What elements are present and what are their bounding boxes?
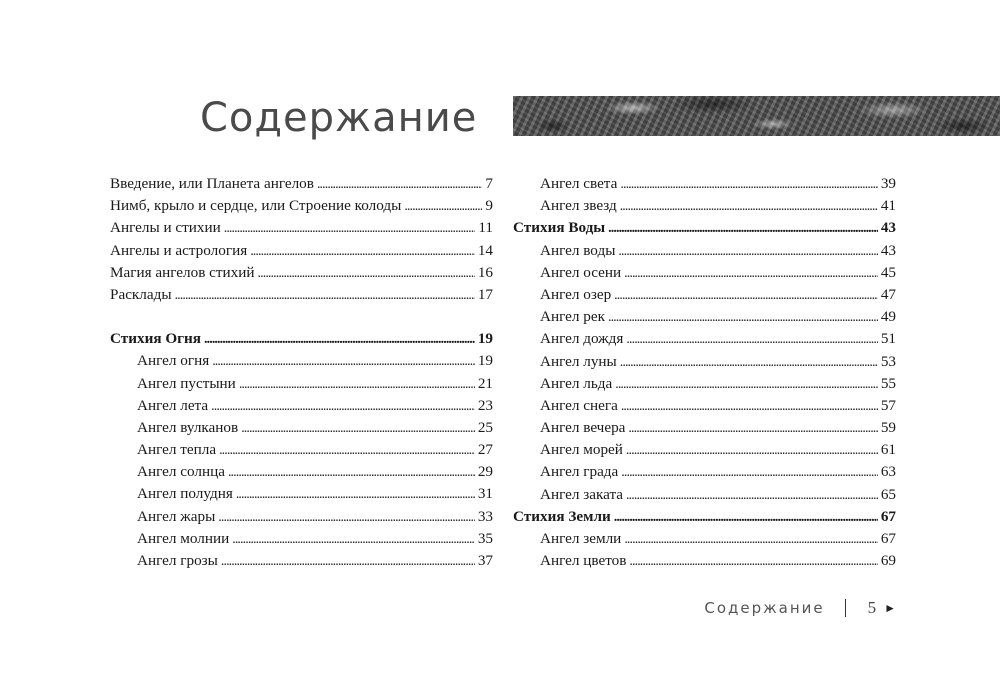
toc-entry[interactable] [110,439,493,461]
page-title: Содержание [200,95,478,141]
toc-entry[interactable] [110,173,493,195]
toc-entry-page: 27 [477,441,493,459]
dot-leader [615,373,878,396]
toc-entry-label: Ангел дождя [540,330,624,348]
dot-leader [626,484,878,507]
dot-leader [241,417,475,440]
toc-entry-label: Ангел осени [540,263,622,281]
toc-entry-page: 31 [477,485,493,503]
toc-entry-page: 39 [880,175,896,192]
toc-entry-label: Нимб, крыло и сердце, или Строение колоды [110,197,402,215]
toc-entry[interactable] [110,528,493,550]
toc-entry-page: 21 [477,374,493,392]
dot-leader [250,240,475,263]
toc-entry-label: Ангел звезд [540,197,617,215]
toc-entry-page: 43 [880,241,896,259]
page-footer [600,596,896,620]
toc-entry-label: Ангел земли [540,530,622,547]
toc-entry-label: Ангел грозы [137,552,218,569]
toc-entry[interactable] [110,483,493,505]
dot-leader [232,528,475,551]
toc-entry[interactable] [110,262,493,284]
dot-leader [629,550,877,573]
toc-entry-page: 55 [880,374,896,392]
toc-entry[interactable] [513,395,896,417]
toc-entry[interactable] [513,284,896,306]
toc-entry-page: 7 [485,175,493,192]
toc-entry-page: 59 [880,419,896,437]
dot-leader [228,461,475,484]
toc-entry-page: 33 [477,507,493,525]
toc-section-heading[interactable] [513,217,896,239]
toc-entry-label: Магия ангелов стихий [110,263,255,281]
toc-entry-label: Стихия Воды [513,219,606,237]
toc-entry-page: 45 [880,263,896,281]
toc-entry[interactable] [513,528,896,550]
toc-left-column [110,173,493,572]
toc-entry-page: 57 [880,396,896,414]
toc-section-heading[interactable] [513,506,896,528]
toc-entry-page: 16 [477,263,493,281]
dot-leader [211,395,475,418]
page-number: 5 [867,598,877,617]
toc-entry[interactable] [513,417,896,439]
toc-entry-label: Ангел полудня [137,485,233,503]
dot-leader [175,284,475,307]
toc-entry-page: 9 [485,197,493,215]
toc-entry[interactable] [513,240,896,262]
toc-entry-page: 19 [477,352,493,370]
dot-leader [620,173,877,196]
toc-entry-page: 14 [477,241,493,259]
toc-entry-label: Ангел заката [540,485,624,503]
toc-entry-label: Расклады [110,285,172,303]
toc-entry-page: 47 [880,285,896,303]
toc-entry-label: Ангелы и астрология [110,241,248,259]
toc-entry[interactable] [110,461,493,483]
toc-entry[interactable] [513,306,896,328]
dot-leader [239,373,475,396]
toc-entry-label: Ангел пустыни [137,374,236,392]
dot-leader [620,351,878,374]
toc-entry-page: 43 [880,219,896,237]
toc-entry-label: Ангел света [540,175,618,192]
toc-section-heading[interactable] [110,328,493,350]
dot-leader [212,350,475,373]
toc-entry-label: Ангел солнца [137,463,225,481]
toc-entry-label: Ангел огня [137,352,210,370]
toc-entry-label: Введение, или Планета ангелов [110,175,314,192]
toc-entry-label: Ангел вулканов [137,418,239,436]
dot-leader [626,439,878,462]
toc-entry[interactable] [513,351,896,373]
toc-entry[interactable] [110,373,493,395]
toc-entry[interactable] [110,195,493,217]
toc-entry[interactable] [110,284,493,306]
toc-entry-label: Ангел луны [540,352,617,370]
toc-entry-page: 37 [477,552,493,569]
toc-entry-page: 67 [880,530,896,547]
toc-entry-page: 67 [880,507,896,525]
dot-leader [204,328,475,351]
toc-entry-label: Ангел вечера [540,419,626,437]
toc-entry-page: 19 [477,330,493,348]
toc-entry-page: 35 [477,529,493,547]
toc-entry-page: 23 [477,396,493,414]
toc-entry[interactable] [513,195,896,217]
toc-entry-page: 49 [880,308,896,326]
toc-entry-page: 53 [880,352,896,370]
toc-entry-page: 11 [478,219,493,237]
dot-leader [618,240,877,263]
toc-entry[interactable] [513,373,896,395]
toc-entry-page: 51 [880,330,896,348]
toc-entry[interactable] [513,328,896,350]
dot-leader [620,195,878,218]
toc-entry-page: 69 [880,552,896,570]
toc-entry[interactable] [110,395,493,417]
toc-entry-label: Ангел молнии [137,529,230,547]
dot-leader [608,306,878,329]
dot-leader [219,439,475,462]
toc-entry[interactable] [513,484,896,506]
toc-entry-label: Ангел рек [540,308,605,326]
triangle-right-icon[interactable]: ► [884,600,896,615]
dot-leader [614,284,878,307]
toc-entry[interactable] [110,217,493,239]
dot-leader [614,506,878,529]
toc-entry[interactable] [110,240,493,262]
toc-entry-label: Ангел града [540,463,619,481]
dot-leader [236,483,475,506]
toc-entry-page: 25 [477,418,493,436]
toc-entry-label: Ангел тепла [137,441,217,459]
toc-entry-page: 61 [880,441,896,459]
toc-entry[interactable] [513,173,896,195]
toc-entry-label: Ангел морей [540,441,623,459]
toc-right-column [513,173,896,572]
toc-entry[interactable] [110,506,493,528]
toc-entry-label: Ангел льда [540,374,613,392]
toc-entry-label: Ангел снега [540,396,618,414]
toc-entry-label: Ангелы и стихии [110,219,221,237]
toc-entry-page: 41 [880,197,896,215]
toc-entry-label: Ангел озер [540,285,612,303]
toc-entry[interactable] [513,550,896,572]
toc-entry-label: Стихия Огня [110,330,202,348]
dot-leader [621,461,878,484]
toc-entry[interactable] [110,550,493,572]
toc-entry-page: 29 [477,463,493,481]
toc-entry-page: 65 [880,485,896,503]
toc-entry[interactable] [513,439,896,461]
toc-entry-page: 17 [477,285,493,303]
toc-entry[interactable] [110,350,493,372]
toc-entry-label: Стихия Земли [513,507,611,525]
toc-entry[interactable] [513,262,896,284]
toc-entry-label: Ангел жары [137,507,216,525]
dot-leader [608,217,878,240]
dot-leader [624,262,878,285]
footer-divider [845,599,846,617]
toc-entry-label: Ангел цветов [540,552,627,570]
toc-entry[interactable] [110,417,493,439]
dot-leader [626,328,877,351]
header-banner-image [513,96,1000,136]
dot-leader [628,417,877,440]
toc-entry-page: 63 [880,463,896,481]
toc-entry-label: Ангел лета [137,396,209,414]
dot-leader [258,262,475,285]
toc-entry-label: Ангел воды [540,241,616,259]
dot-leader [621,395,878,418]
dot-leader [404,195,482,218]
dot-leader [221,550,475,573]
dot-leader [317,173,482,196]
running-header-label: Содержание [704,599,825,617]
dot-leader [218,506,475,529]
dot-leader [224,217,476,240]
dot-leader [624,528,878,551]
toc-entry[interactable] [513,461,896,483]
